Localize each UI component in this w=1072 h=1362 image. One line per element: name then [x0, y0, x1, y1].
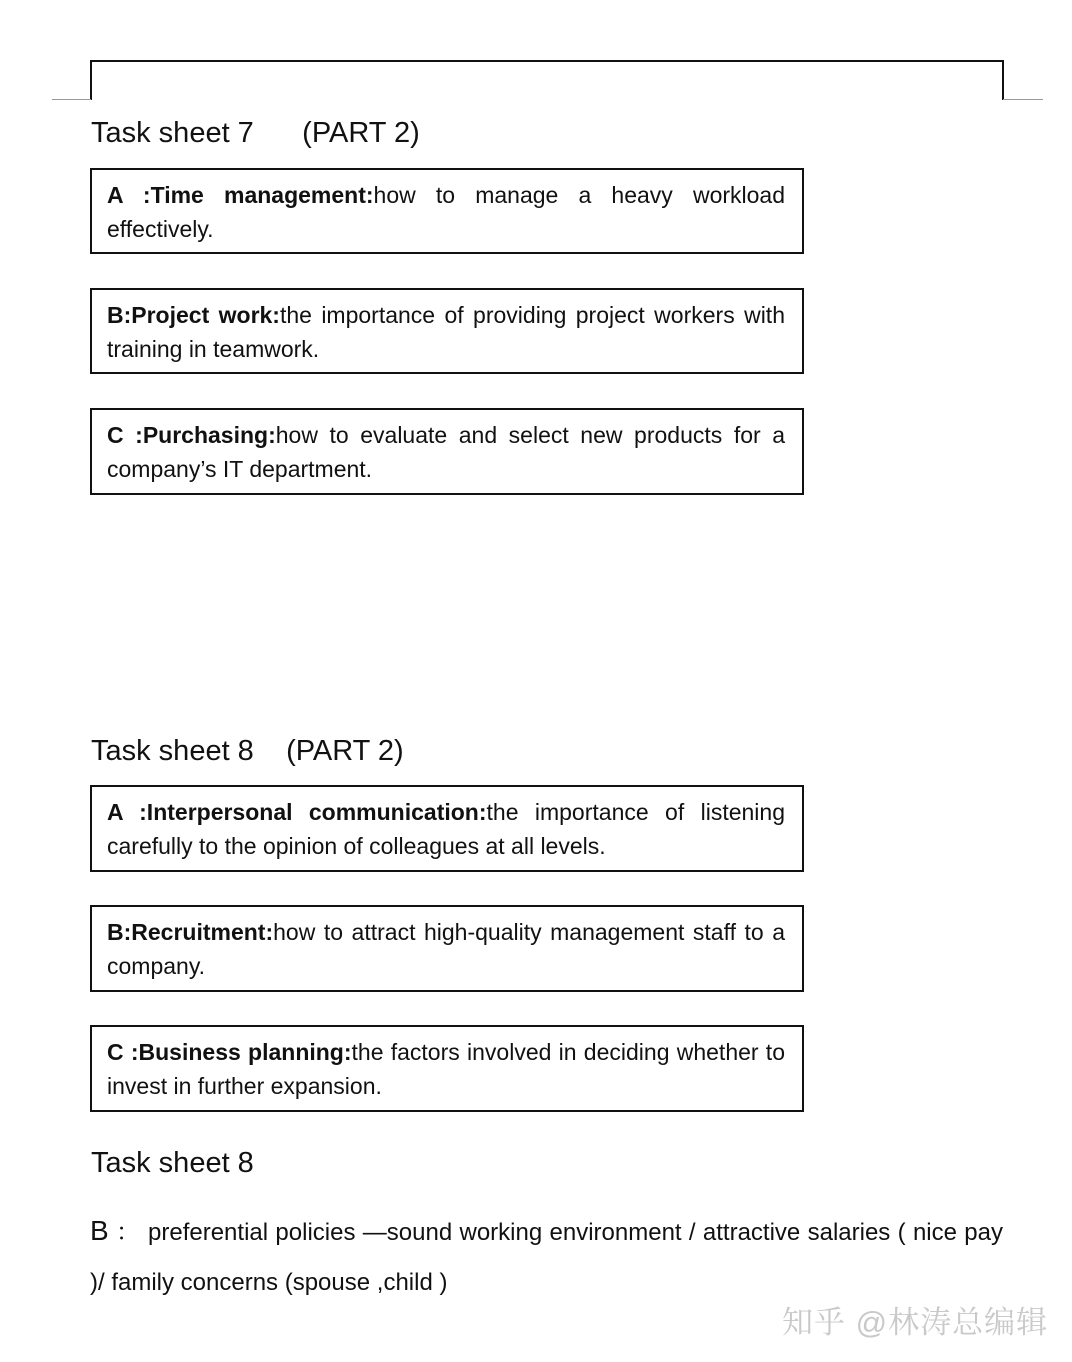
box-label: B:Recruitment: [107, 919, 274, 945]
sheet8-box-b [90, 905, 804, 992]
box-label: A :Interpersonal communication: [107, 799, 487, 825]
box-label: B:Project work: [107, 302, 280, 328]
box-text: the factors involved in deciding whether to invest in further expansion. [107, 1039, 785, 1099]
box-text: how to evaluate and select new products for a company’s IT department. [107, 422, 786, 482]
sheet7-box-b [90, 288, 804, 374]
box-text: how to manage a heavy workload effectively. [107, 182, 786, 242]
sheet7-title: Task sheet 7 [91, 117, 254, 149]
answer-paragraph [90, 1206, 1003, 1308]
answer-heading: Task sheet 8 [91, 1147, 254, 1179]
box-label: A :Time management: [107, 182, 374, 208]
page-border [90, 60, 1004, 100]
answer-colon: ： [116, 1219, 141, 1246]
answer-text: preferential policies —sound working environment / attractive salaries ( nice pay )/ family concerns (spouse ,child ) [90, 1219, 1004, 1296]
sheet7-heading [91, 116, 420, 150]
watermark: 知乎 @林涛总编辑 [782, 1305, 1049, 1340]
box-label: C :Business planning: [107, 1039, 352, 1065]
crop-mark-left [52, 99, 91, 100]
answer-letter: B [90, 1215, 109, 1246]
sheet7-box-c [90, 408, 804, 495]
sheet7-part: (PART 2) [302, 117, 420, 149]
sheet8-box-c [90, 1025, 804, 1112]
box-label: C :Purchasing: [107, 422, 276, 448]
sheet8-part: (PART 2) [286, 735, 404, 767]
sheet8-heading [91, 734, 404, 768]
crop-mark-right [1003, 99, 1043, 100]
sheet7-box-a [90, 168, 804, 254]
box-text: the importance of listening carefully to the opinion of colleagues at all levels. [107, 799, 785, 859]
sheet8-box-a [90, 785, 804, 872]
box-text: the importance of providing project workers with training in teamwork. [107, 302, 785, 362]
box-text: how to attract high-quality management staff to a company. [107, 919, 785, 979]
sheet8-title: Task sheet 8 [91, 735, 254, 767]
